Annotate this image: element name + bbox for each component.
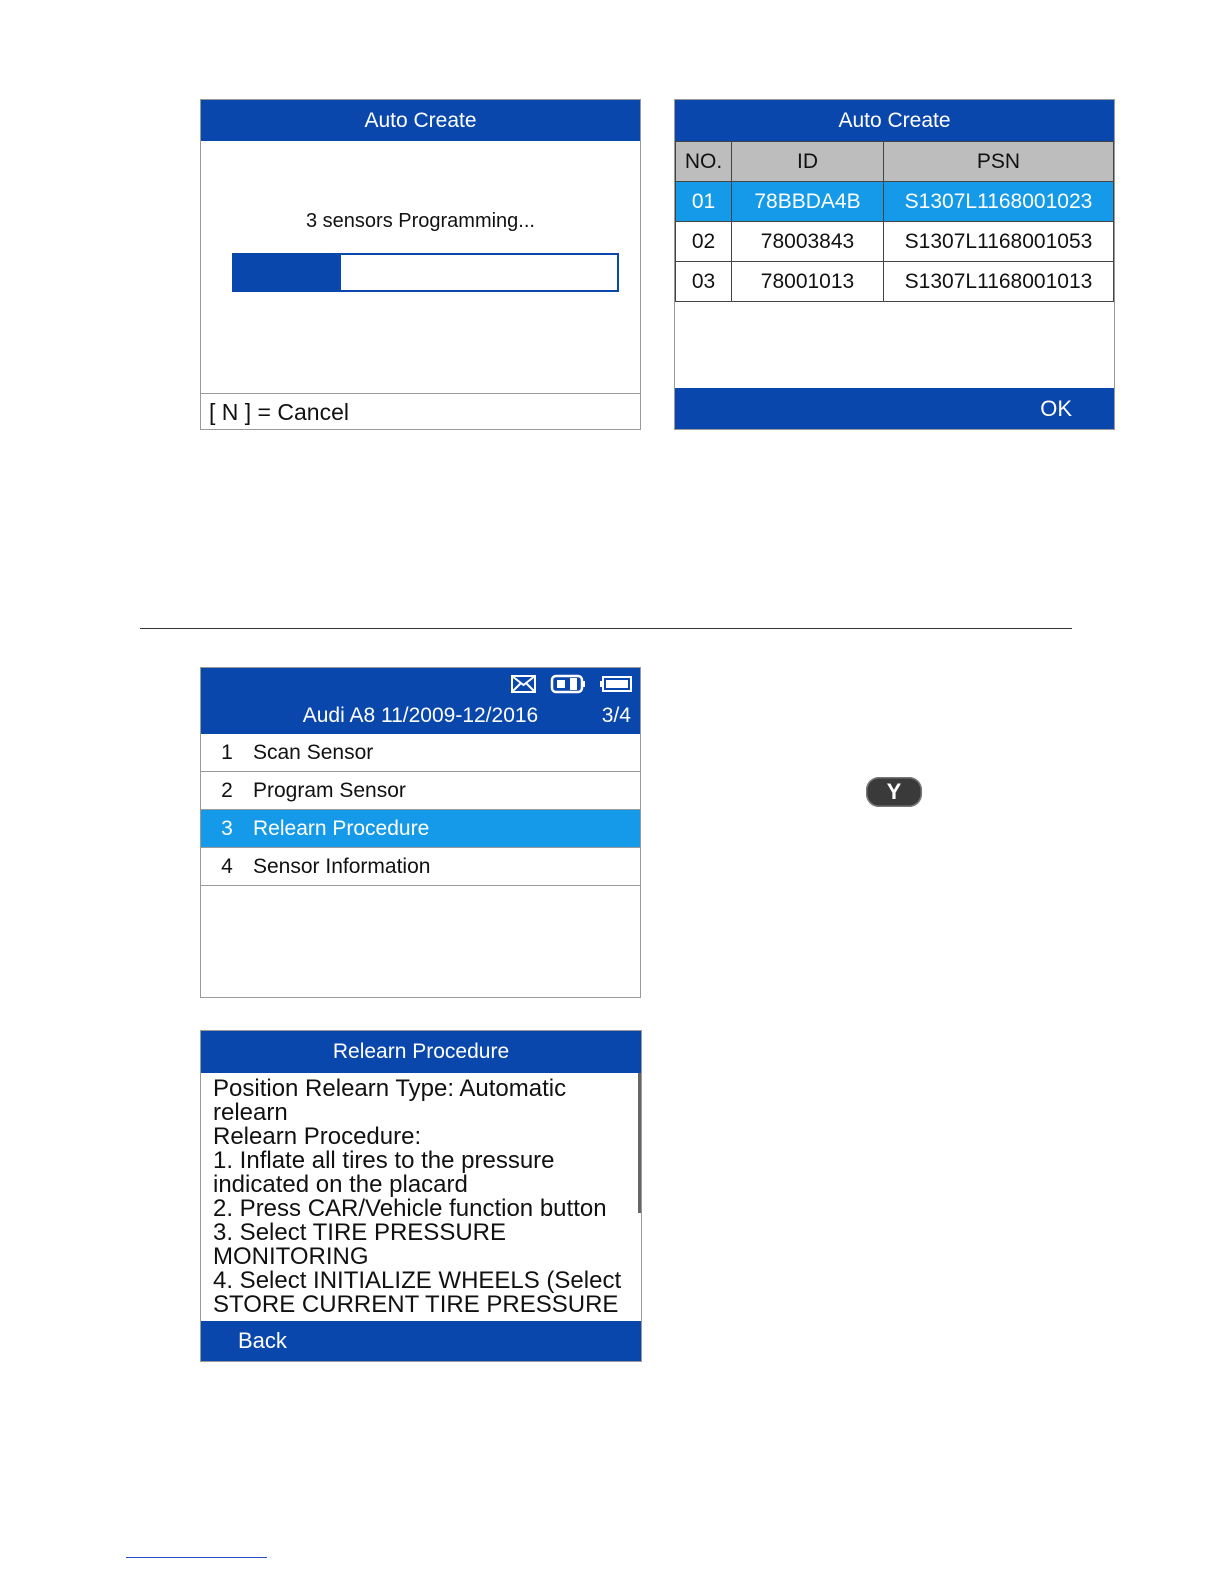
menu-item-relearn-procedure[interactable] — [201, 810, 640, 848]
col-no: NO. — [676, 142, 732, 182]
auto-create-progress-screen — [200, 99, 641, 430]
cell-id: 78001013 — [732, 262, 884, 302]
table-row[interactable] — [676, 222, 1114, 262]
cell-psn: S1307L1168001013 — [884, 262, 1114, 302]
menu-item-scan-sensor[interactable] — [201, 734, 640, 772]
back-button[interactable]: Back — [201, 1321, 641, 1361]
menu-item-label: Sensor Information — [253, 854, 431, 878]
menu-item-sensor-information[interactable] — [201, 848, 640, 886]
status-icons — [511, 674, 632, 694]
cell-psn: S1307L1168001053 — [884, 222, 1114, 262]
y-key-button[interactable]: Y — [866, 777, 922, 807]
ok-button[interactable]: OK — [675, 388, 1114, 429]
cell-no: 02 — [676, 222, 732, 262]
menu-item-label: Program Sensor — [253, 778, 406, 802]
screen-title: Relearn Procedure — [201, 1031, 641, 1073]
sensor-table — [675, 141, 1114, 302]
menu-item-number: 1 — [221, 740, 233, 764]
cell-id: 78003843 — [732, 222, 884, 262]
cell-no: 03 — [676, 262, 732, 302]
progress-bar-fill — [234, 255, 341, 290]
link-underline — [126, 1557, 267, 1558]
progress-bar — [232, 253, 619, 292]
col-psn: PSN — [884, 142, 1114, 182]
relearn-procedure-screen — [200, 1030, 642, 1362]
menu-item-label: Relearn Procedure — [253, 816, 430, 840]
page-indicator: 3/4 — [601, 704, 631, 727]
cell-id: 78BBDA4B — [732, 182, 884, 222]
cell-no: 01 — [676, 182, 732, 222]
menu-item-number: 3 — [221, 816, 233, 840]
screen-title: Auto Create — [201, 100, 640, 141]
section-divider — [140, 628, 1072, 629]
col-id: ID — [732, 142, 884, 182]
table-header — [676, 142, 1114, 182]
menu-item-program-sensor[interactable] — [201, 772, 640, 810]
vci-connection-icon — [550, 674, 586, 694]
vehicle-header — [201, 668, 640, 734]
cancel-hint[interactable]: [ N ] = Cancel — [201, 393, 640, 429]
table-row[interactable] — [676, 182, 1114, 222]
battery-icon — [600, 676, 632, 692]
menu-item-label: Scan Sensor — [253, 740, 374, 764]
procedure-text: Position Relearn Type: Automatic relearn Relearn Procedure: 1. Inflate all tires to the pressure indicated on the placard 2. Press CAR/Vehicle function button 3. Select TIRE PRESSURE MONITORING 4. Select INITIALIZE WHEELS (Select STORE CURRENT TIRE PRESSURE — [213, 1075, 622, 1318]
vehicle-title: Audi A8 11/2009-12/2016 — [302, 704, 539, 727]
scrollbar[interactable] — [638, 1073, 641, 1213]
menu-item-number: 2 — [221, 778, 233, 802]
programming-message: 3 sensors Programming... — [306, 210, 535, 232]
cell-psn: S1307L1168001023 — [884, 182, 1114, 222]
screen-title: Auto Create — [675, 100, 1114, 141]
auto-create-results-screen — [674, 99, 1115, 430]
table-row[interactable] — [676, 262, 1114, 302]
mail-icon — [511, 675, 536, 693]
vehicle-menu-screen — [200, 667, 641, 998]
menu-item-number: 4 — [221, 854, 233, 878]
